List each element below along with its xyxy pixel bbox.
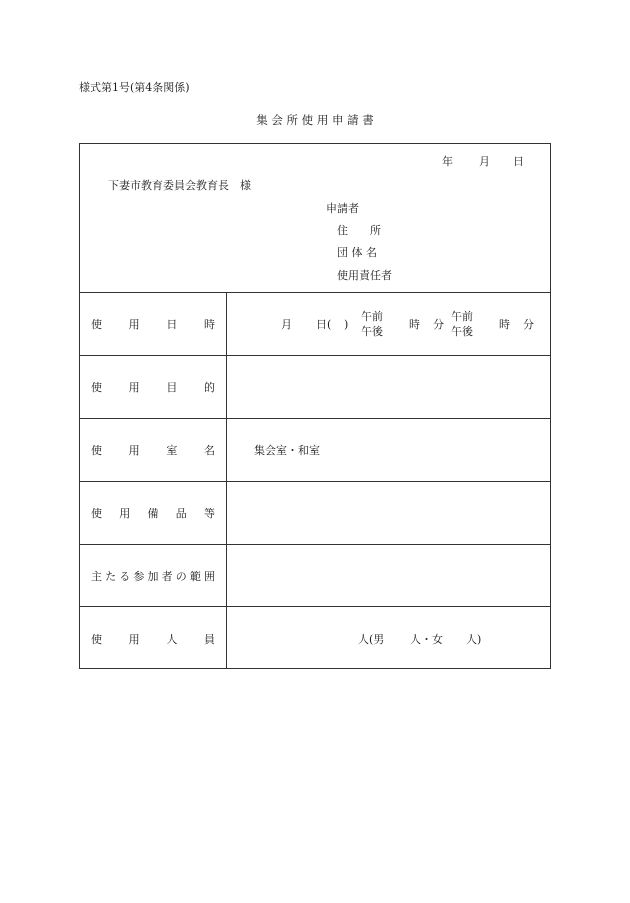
datetime-pm-label-2: 午後 xyxy=(451,325,473,338)
row-divider xyxy=(80,418,550,419)
row-label-equipment: 使 用 備 品 等 xyxy=(91,507,215,520)
datetime-pm-label-1: 午後 xyxy=(361,325,383,338)
row-label-participants: 主 た る 参 加 者 の 範 囲 xyxy=(91,570,215,583)
datetime-hour-label-2: 時 xyxy=(499,318,510,331)
row-divider xyxy=(80,292,550,293)
datetime-am-label-1: 午前 xyxy=(361,310,383,323)
address-label: 住 所 xyxy=(337,224,381,237)
date-year-label: 年 xyxy=(442,155,453,168)
datetime-month-label: 月 xyxy=(281,318,292,331)
datetime-weekday-close: ) xyxy=(344,318,349,331)
row-label-headcount: 使 用 人 員 xyxy=(91,633,215,646)
row-divider xyxy=(80,606,550,607)
row-label-purpose: 使 用 目 的 xyxy=(91,381,215,394)
date-month-label: 月 xyxy=(479,155,490,168)
document-title: 集 会 所 使 用 申 請 書 xyxy=(256,113,374,127)
form-number: 様式第1号(第4条関係) xyxy=(79,81,190,94)
date-day-label: 日 xyxy=(513,155,524,168)
addressee: 下妻市教育委員会教育長 様 xyxy=(108,179,251,192)
row-divider xyxy=(80,481,550,482)
group-name-label: 団 体 名 xyxy=(337,246,377,259)
datetime-hour-label-1: 時 xyxy=(409,318,420,331)
datetime-minute-label-2: 分 xyxy=(523,318,534,331)
applicant-heading: 申請者 xyxy=(326,202,359,215)
room-value: 集会室・和室 xyxy=(254,444,320,457)
row-divider xyxy=(80,355,550,356)
datetime-day-label: 日( xyxy=(316,318,332,331)
application-form xyxy=(79,143,551,669)
column-divider xyxy=(226,292,227,669)
row-label-room: 使 用 室 名 xyxy=(91,444,215,457)
datetime-minute-label-1: 分 xyxy=(433,318,444,331)
headcount-male-unit: 人・女 xyxy=(410,633,443,646)
datetime-am-label-2: 午前 xyxy=(451,310,473,323)
row-label-datetime: 使 用 日 時 xyxy=(91,318,215,331)
headcount-total-unit: 人(男 xyxy=(358,633,385,646)
manager-label: 使用責任者 xyxy=(337,269,392,282)
row-divider xyxy=(80,544,550,545)
headcount-female-unit: 人) xyxy=(466,633,482,646)
